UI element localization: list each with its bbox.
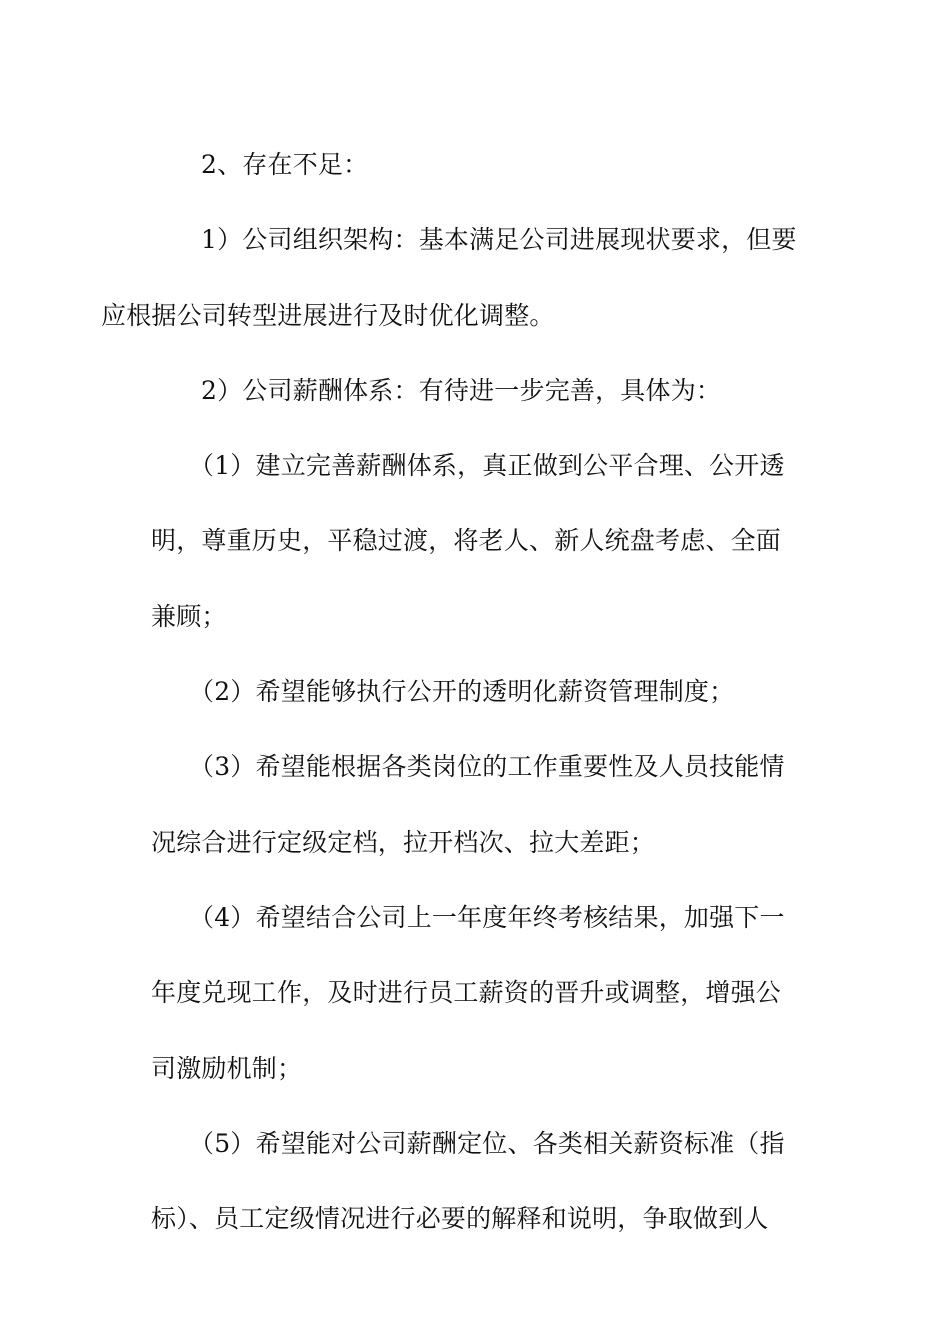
text-line: 明，尊重历史，平稳过渡，将老人、新人统盘考虑、全面 (151, 526, 782, 556)
paragraph-item-5 (151, 1106, 811, 1257)
text-line: （5）希望能对公司薪酬定位、各类相关薪资标准（指 (189, 1128, 785, 1158)
text-line: 年度兑现工作，及时进行员工薪资的晋升或调整，增强公 (151, 978, 782, 1008)
paragraph-item-3 (151, 729, 811, 880)
paragraph-salary-system (151, 353, 811, 428)
text-line: 况综合进行定级定档，拉开档次、拉大差距； (151, 827, 656, 857)
text-line: 司激励机制； (151, 1053, 303, 1083)
heading-text: 2、存在不足： (201, 150, 369, 179)
paragraph-item-1 (151, 428, 811, 654)
text-line: 2）公司薪酬体系：有待进一步完善，具体为： (201, 375, 722, 405)
paragraph-org-structure (101, 202, 811, 353)
text-line: 应根据公司转型进展进行及时优化调整。 (101, 300, 555, 330)
text-line: （2）希望能够执行公开的透明化薪资管理制度； (189, 677, 735, 707)
section-heading (151, 127, 811, 202)
text-line: （1）建立完善薪酬体系，真正做到公平合理、公开透 (189, 451, 785, 481)
text-line: （3）希望能根据各类岗位的工作重要性及人员技能情 (189, 752, 785, 782)
paragraph-item-2 (151, 654, 811, 729)
text-line: （4）希望结合公司上一年度年终考核结果，加强下一 (189, 902, 785, 932)
text-line: 1）公司组织架构：基本满足公司进展现状要求，但要 (201, 225, 797, 255)
document-body (101, 127, 811, 1256)
text-line: 标）、员工定级情况进行必要的解释和说明，争取做到人 (151, 1204, 769, 1234)
text-line: 兼顾； (151, 601, 227, 631)
paragraph-item-4 (151, 880, 811, 1106)
